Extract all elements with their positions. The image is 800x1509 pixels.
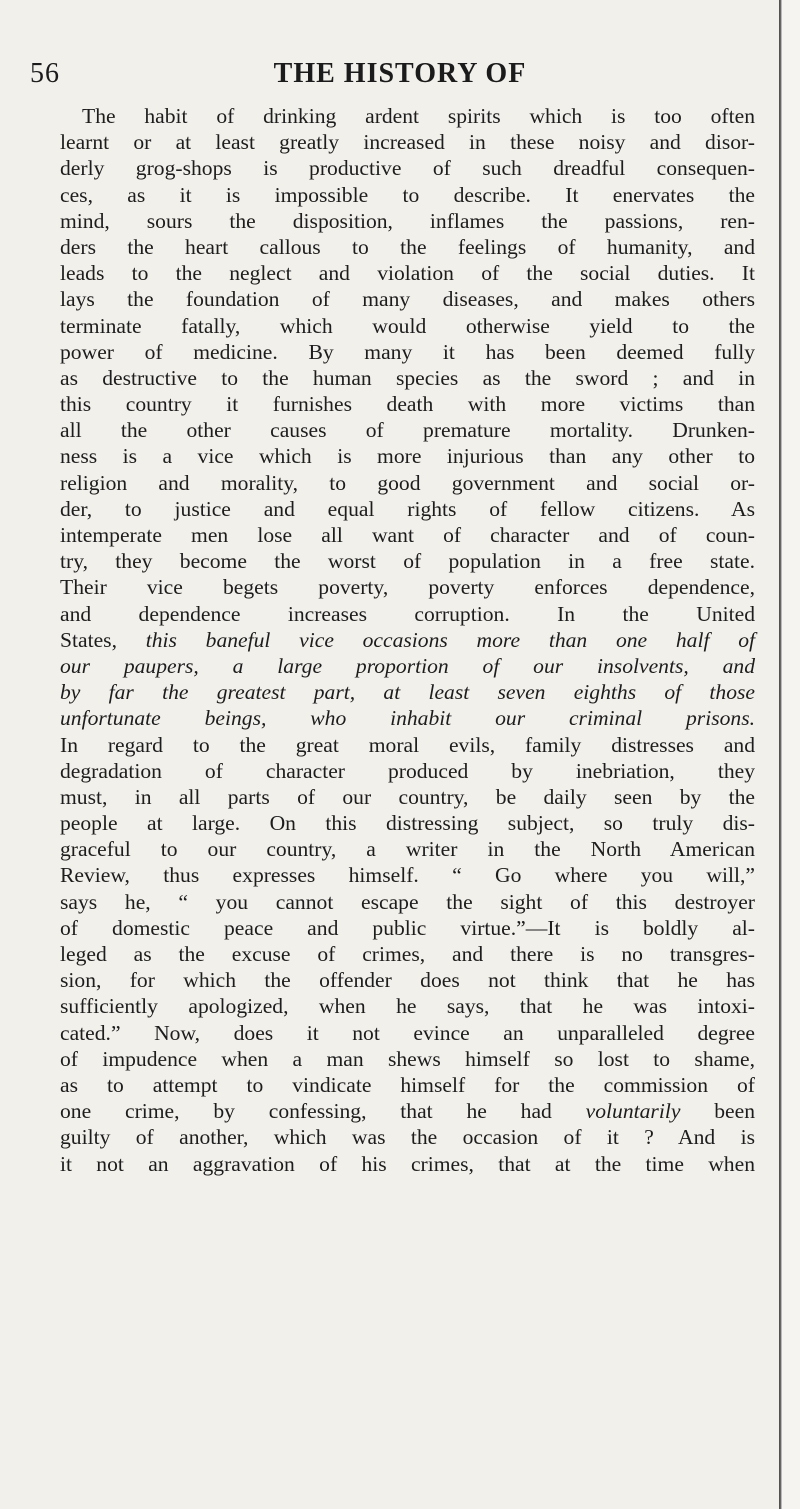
text-line <box>60 129 755 155</box>
text-line <box>60 862 755 888</box>
text-line <box>60 234 755 260</box>
text-line <box>60 1124 755 1150</box>
running-head: THE HISTORY OF <box>273 58 527 89</box>
text-line <box>60 1072 755 1098</box>
text-run: power of medicine. By many it has been deemed fully <box>60 339 755 364</box>
text-line <box>60 260 755 286</box>
text-run: graceful to our country, a writer in the North American <box>60 837 755 862</box>
text-line <box>60 548 755 574</box>
text-line <box>60 208 755 234</box>
text-line <box>60 758 755 784</box>
text-run: States, <box>60 627 146 652</box>
page-header <box>30 58 770 98</box>
text-line <box>60 993 755 1019</box>
text-line <box>60 784 755 810</box>
text-run: In regard to the great moral evils, family distresses and <box>60 732 755 757</box>
text-line <box>60 627 755 653</box>
text-line <box>60 810 755 836</box>
text-line <box>60 443 755 469</box>
text-line <box>60 732 755 758</box>
text-run: der, to justice and equal rights of fellow citizens. As <box>60 496 755 521</box>
text-line <box>60 313 755 339</box>
text-line <box>60 679 755 705</box>
text-run: of domestic peace and public virtue.”—It is boldly al- <box>60 915 755 940</box>
text-line <box>60 705 755 731</box>
text-run: of impudence when a man shews himself so lost to shame, <box>60 1046 755 1071</box>
text-run: try, they become the worst of population in a free state. <box>60 549 755 574</box>
text-line <box>60 103 755 129</box>
text-line <box>60 967 755 993</box>
text-run: as destructive to the human species as the sword ; and in <box>60 365 755 390</box>
text-run: derly grog-shops is productive of such dreadful consequen- <box>60 156 755 181</box>
text-run: ces, as it is impossible to describe. It enervates the <box>60 182 755 207</box>
text-line <box>60 286 755 312</box>
text-line <box>60 1046 755 1072</box>
text-line <box>60 522 755 548</box>
text-run: sufficiently apologized, when he says, that he was intoxi- <box>60 994 755 1019</box>
text-run: been <box>680 1099 755 1124</box>
text-run: mind, sours the disposition, inflames the passions, ren- <box>60 208 755 233</box>
text-line <box>60 391 755 417</box>
text-line <box>60 889 755 915</box>
text-run: as to attempt to vindicate himself for the commission of <box>60 1072 755 1097</box>
text-run: intemperate men lose all want of character and of coun- <box>60 523 755 547</box>
text-run: sion, for which the offender does not think that he has <box>60 968 755 993</box>
text-line <box>60 155 755 181</box>
italic-text: unfortunate beings, who inhabit our criminal prisons. <box>60 706 755 731</box>
text-line <box>60 1098 755 1124</box>
text-line <box>60 941 755 967</box>
italic-text: this baneful vice occasions more than one half of <box>145 627 755 652</box>
text-run: Their vice begets poverty, poverty enforces dependence, <box>60 575 755 600</box>
text-line <box>60 496 755 522</box>
text-run: all the other causes of premature mortality. Drunken- <box>60 418 755 443</box>
page-binding-shadow <box>779 0 782 1509</box>
text-run: degradation of character produced by inebriation, they <box>60 758 755 783</box>
text-run: people at large. On this distressing subject, so truly dis- <box>60 811 755 836</box>
text-line <box>60 915 755 941</box>
text-run: lays the foundation of many diseases, and makes others <box>60 287 755 312</box>
page-number: 56 <box>30 58 60 89</box>
text-run: one crime, by confessing, that he had <box>60 1099 586 1124</box>
text-line <box>60 417 755 443</box>
text-run: The habit of drinking ardent spirits which is too often <box>82 104 755 128</box>
text-line <box>60 1151 755 1177</box>
text-run: leged as the excuse of crimes, and there is no transgres- <box>60 942 755 966</box>
text-run: it not an aggravation of his crimes, that at the time when <box>60 1151 755 1176</box>
text-line <box>60 339 755 365</box>
text-run: ders the heart callous to the feelings of humanity, and <box>60 234 755 259</box>
text-run: Review, thus expresses himself. “ Go where you will,” <box>60 863 755 888</box>
text-run: this country it furnishes death with more victims than <box>60 392 755 417</box>
text-line <box>60 182 755 208</box>
text-run: says he, “ you cannot escape the sight of this destroyer <box>60 889 755 914</box>
text-line <box>60 365 755 391</box>
page-margin-edge <box>782 0 800 1509</box>
text-run: must, in all parts of our country, be daily seen by the <box>60 784 755 809</box>
text-line <box>60 1020 755 1046</box>
text-run: cated.” Now, does it not evince an unparalleled degree <box>60 1020 755 1045</box>
text-line <box>60 574 755 600</box>
text-run: ness is a vice which is more injurious than any other to <box>60 444 755 469</box>
text-run: learnt or at least greatly increased in these noisy and disor- <box>60 130 755 155</box>
italic-text: our paupers, a large proportion of our insolvents, and <box>60 653 755 678</box>
text-run: guilty of another, which was the occasion of it ? And is <box>60 1125 755 1150</box>
text-run: leads to the neglect and violation of the social duties. It <box>60 261 755 286</box>
text-line <box>60 653 755 679</box>
text-line <box>60 470 755 496</box>
italic-text: voluntarily <box>585 1099 681 1124</box>
text-line <box>60 601 755 627</box>
text-run: terminate fatally, which would otherwise yield to the <box>60 313 755 338</box>
text-run: and dependence increases corruption. In the United <box>60 601 755 626</box>
body-paragraph <box>60 103 755 1177</box>
text-line <box>60 836 755 862</box>
italic-text: by far the greatest part, at least seven eighths of those <box>60 680 755 705</box>
text-run: religion and morality, to good government and social or- <box>60 470 755 495</box>
